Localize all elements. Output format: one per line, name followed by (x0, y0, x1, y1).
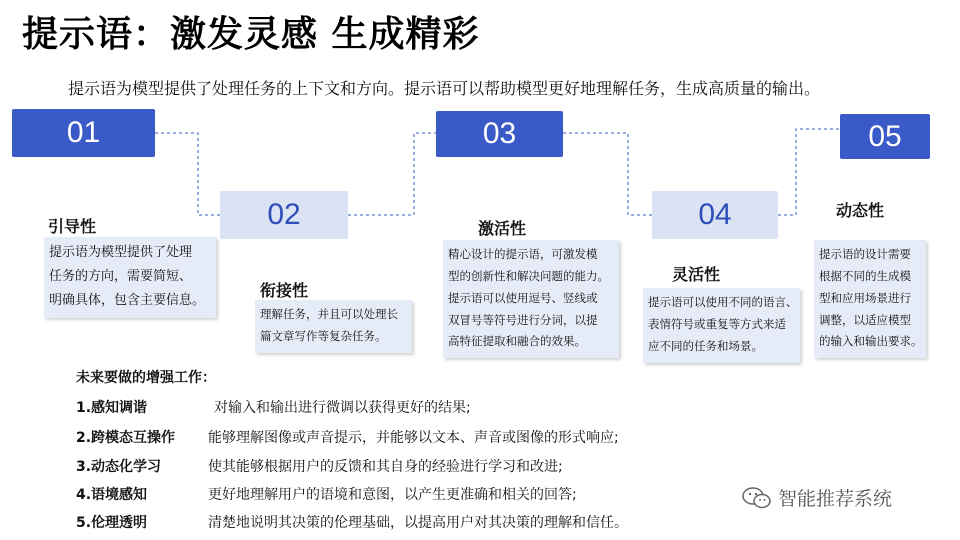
step-04-description (643, 288, 800, 363)
future-work-item (76, 397, 471, 417)
step-05-description (814, 240, 926, 358)
wechat-icon (742, 486, 772, 510)
connector-02-03 (348, 133, 436, 215)
step-05-desc-line: 型和应用场景进行 (819, 290, 911, 305)
step-05-desc-line: 根据不同的生成模 (819, 268, 911, 283)
step-03-description (443, 240, 619, 358)
step-03-box (436, 111, 563, 157)
step-03-desc-line: 精心设计的提示语，可激发模 (448, 247, 598, 261)
step-01-description (44, 237, 216, 318)
future-work-title: 未来要做的增强工作： (76, 370, 216, 386)
step-05-label: 动态性 (836, 201, 885, 220)
step-04-label: 灵活性 (672, 265, 721, 284)
step-02-number: 02 (267, 198, 301, 231)
connector-03-04 (563, 133, 652, 215)
step-04-number: 04 (698, 198, 732, 231)
step-02-description (255, 300, 412, 353)
step-01-label: 引导性 (48, 217, 97, 236)
future-item-desc: 对输入和输出进行微调以获得更好的结果; (214, 400, 471, 416)
future-item-desc: 更好地理解用户的语境和意图，以产生更准确和相关的回答; (208, 487, 577, 503)
step-04-desc-line: 应不同的任务和场景。 (648, 338, 763, 353)
connector-04-05 (778, 129, 840, 215)
future-item-desc: 清楚地说明其决策的伦理基础，以提高用户对其决策的理解和信任。 (208, 515, 628, 531)
step-01-desc-line: 任务的方向，需要简短、 (49, 269, 193, 285)
future-item-name: 4.语境感知 (76, 487, 148, 503)
step-02-desc-line: 理解任务，并且可以处理长 (260, 307, 398, 321)
step-01-box (12, 109, 155, 157)
watermark (742, 484, 892, 511)
future-item-name: 3.动态化学习 (76, 459, 162, 475)
step-04-box (652, 191, 778, 239)
future-item-desc: 使其能够根据用户的反馈和其自身的经验进行学习和改进; (208, 459, 563, 475)
connector-01-02 (155, 133, 220, 215)
step-03-desc-line: 型的创新性和解决问题的能力。 (448, 268, 609, 283)
future-work-item (76, 512, 628, 532)
future-work-item (76, 484, 577, 504)
step-05-box (840, 114, 930, 159)
step-03-desc-line: 高特征提取和融合的效果。 (448, 334, 586, 349)
step-03-desc-line: 提示语可以使用逗号、竖线或 (448, 290, 598, 305)
future-item-name: 1.感知调谐 (76, 400, 148, 416)
page-subtitle: 提示语为模型提供了处理任务的上下文和方向。提示语可以帮助模型更好地理解任务，生成高质量的输出。 (68, 79, 821, 98)
step-05-desc-line: 调整，以适应模型 (819, 312, 911, 327)
future-item-name: 5.伦理透明 (76, 515, 148, 531)
step-01-desc-line: 提示语为模型提供了处理 (49, 245, 193, 260)
step-01-desc-line: 明确具体，包含主要信息。 (49, 293, 206, 309)
future-item-desc: 能够理解图像或声音提示，并能够以文本、声音或图像的形式响应; (208, 430, 619, 446)
step-03-desc-line: 双冒号等符号进行分词，以提 (448, 312, 598, 327)
page-title: 提示语：激发灵感 生成精彩 (22, 14, 480, 55)
step-02-desc-line: 篇文章写作等复杂任务。 (260, 328, 387, 343)
future-work-item (76, 456, 563, 476)
step-05-desc-line: 的输入和输出要求。 (819, 334, 923, 349)
step-01-number: 01 (66, 116, 101, 149)
step-03-number: 03 (482, 117, 517, 150)
step-04-desc-line: 表情符号或重复等方式来适 (648, 316, 786, 331)
step-05-desc-line: 提示语的设计需要 (819, 247, 911, 261)
step-03-label: 激活性 (478, 219, 527, 238)
step-02-box (220, 191, 348, 239)
future-item-name: 2.跨模态互操作 (76, 430, 176, 446)
step-02-label: 衔接性 (260, 281, 309, 300)
step-04-desc-line: 提示语可以使用不同的语言、 (648, 295, 798, 309)
watermark-text: 智能推荐系统 (778, 488, 893, 510)
step-05-number: 05 (868, 119, 902, 153)
future-work-item (76, 427, 619, 447)
